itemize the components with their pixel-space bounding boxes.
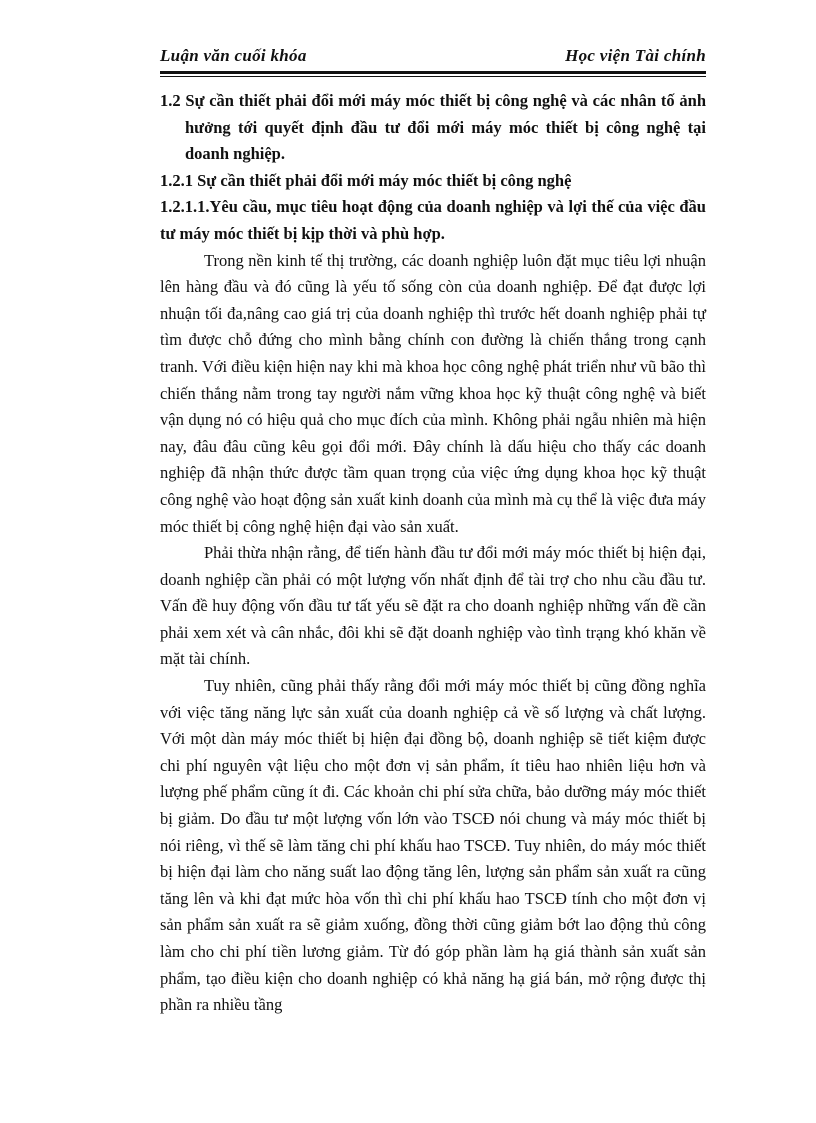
header-thesis-title: Luận văn cuối khóa xyxy=(160,46,307,65)
subsubsection-heading: 1.2.1.1.Yêu cầu, mục tiêu hoạt động của doanh nghiệp và lợi thế của việc đầu tư máy móc thiết bị kịp thời và phù hợp. xyxy=(160,197,706,243)
body-paragraph: Trong nền kinh tế thị trường, các doanh nghiệp luôn đặt mục tiêu lợi nhuận lên hàng đầu và đó cũng là yếu tố sống còn của doanh nghiệp. Để đạt được lợi nhuận tối đa,nâng cao giá trị của doanh nghiệp thì trước hết doanh nghiệp phải tự tìm được chỗ đứng cho mình bằng chính con đường là chiến thắng trong cạnh tranh. Với điều kiện hiện nay khi mà khoa học công nghệ phát triển như vũ bão thì chiến thắng nằm trong tay người nắm vững khoa học kỹ thuật công nghệ và biết vận dụng nó có hiệu quả cho mục đích của mình. Không phải ngẫu nhiên mà hiện nay, đâu đâu cũng kêu gọi đổi mới. Đây chính là dấu hiệu cho thấy các doanh nghiệp đã nhận thức được tầm quan trọng của việc ứng dụng khoa học kỹ thuật công nghệ vào hoạt động sản xuất kinh doanh của mình mà cụ thể là việc đưa máy móc thiết bị công nghệ hiện đại vào sản xuất. xyxy=(160,250,706,536)
body-paragraph: Phải thừa nhận rằng, để tiến hành đầu tư đổi mới máy móc thiết bị hiện đại, doanh nghiệp cần phải có một lượng vốn nhất định để tài trợ cho nhu cầu đầu tư. Vấn đề huy động vốn đầu tư tất yếu sẽ đặt ra cho doanh nghiệp những vấn đề cần phải xem xét và cân nhắc, đôi khi sẽ đặt doanh nghiệp vào tình trạng khó khăn về mặt tài chính. xyxy=(160,543,706,669)
body-paragraph: Tuy nhiên, cũng phải thấy rằng đổi mới máy móc thiết bị cũng đồng nghĩa với việc tăng năng lực sản xuất của doanh nghiệp cả về số lượng và chất lượng. Với một dàn máy móc thiết bị hiện đại đồng bộ, doanh nghiệp sẽ tiết kiệm được chi phí nguyên vật liệu cho một đơn vị sản phẩm, ít tiêu hao nhiên liệu hơn và lượng phế phẩm cũng ít đi. Các khoản chi phí sửa chữa, bảo dưỡng máy móc thiết bị giảm. Do đầu tư một lượng vốn lớn vào TSCĐ nói chung và máy móc thiết bị nói riêng, vì thế sẽ làm tăng chi phí khấu hao TSCĐ. Tuy nhiên, do máy móc thiết bị hiện đại làm cho năng suất lao động tăng lên, lượng sản phẩm sản xuất ra cũng tăng lên và khi đạt mức hòa vốn thì chi phí khấu hao TSCĐ tính cho một đơn vị sản phẩm sản xuất ra sẽ giảm xuống, đồng thời cũng giảm bớt lao động thủ công làm cho chi phí tiền lương giảm. Từ đó góp phần làm hạ giá thành sản xuất sản phẩm, tạo điều kiện cho doanh nghiệp có khả năng hạ giá bán, mở rộng được thị phần ra nhiều tầng xyxy=(160,676,706,1015)
section-heading: 1.2 Sự cần thiết phải đổi mới máy móc thiết bị công nghệ và các nhân tố ảnh hưởng tới quyết định đầu tư đổi mới máy móc thiết bị công nghệ tại doanh nghiệp. xyxy=(160,91,706,164)
page-body xyxy=(160,88,706,1019)
header-rule-thick xyxy=(160,71,706,74)
subsection-heading: 1.2.1 Sự cần thiết phải đổi mới máy móc thiết bị công nghệ xyxy=(160,170,572,190)
header-institution: Học viện Tài chính xyxy=(565,46,706,65)
page-header xyxy=(160,46,706,70)
header-rule-thin xyxy=(160,76,706,77)
